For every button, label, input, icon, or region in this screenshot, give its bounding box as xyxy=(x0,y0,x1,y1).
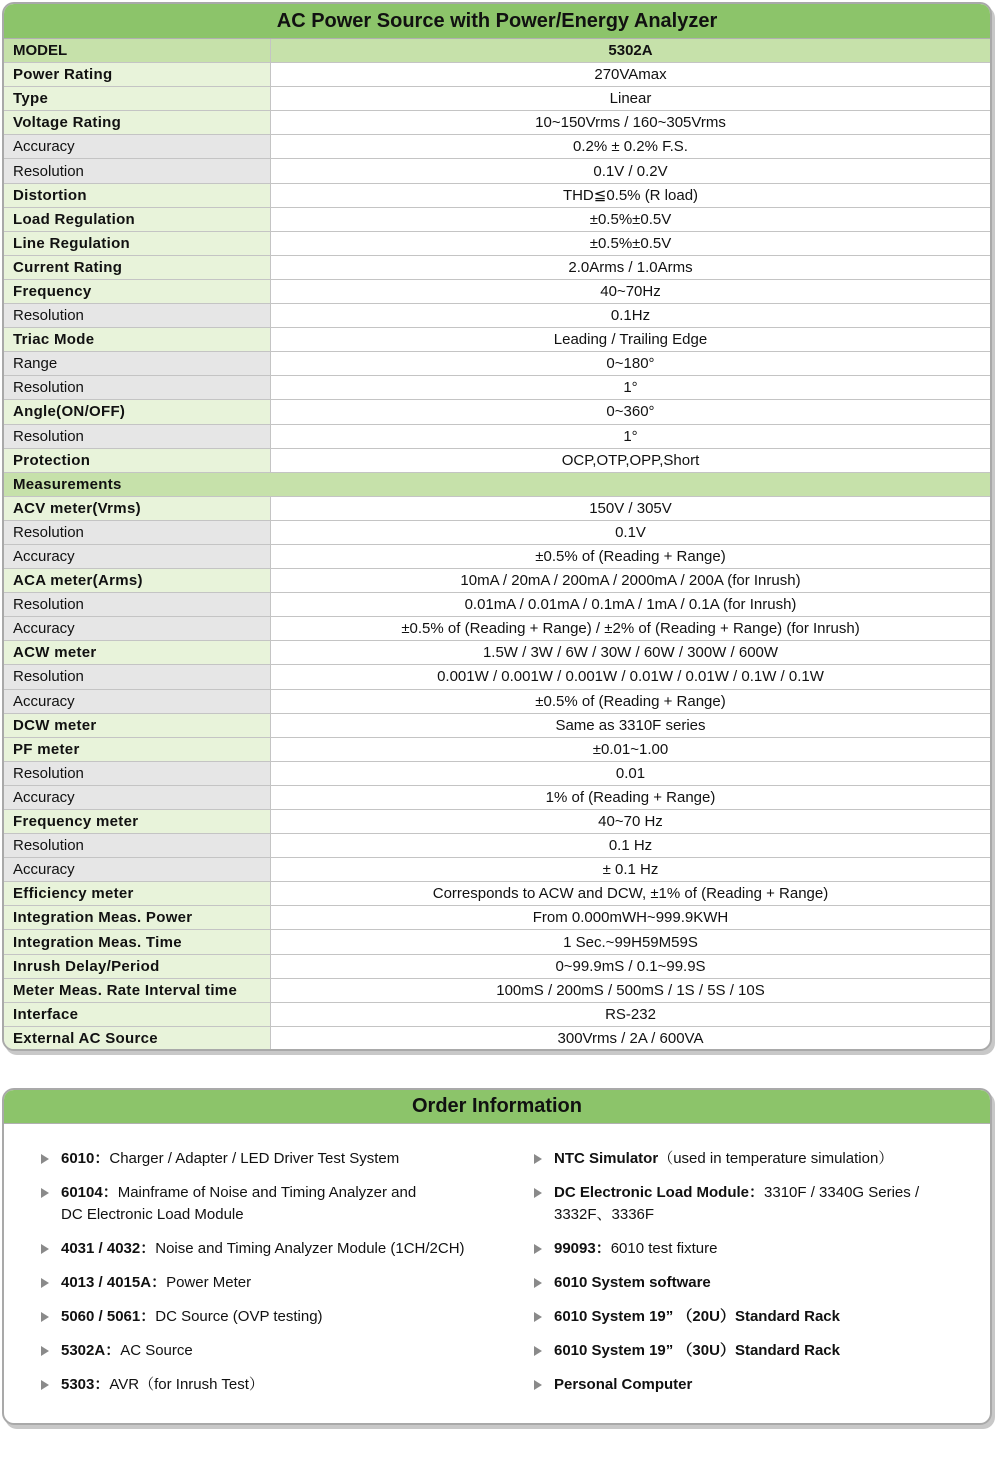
spec-row xyxy=(4,882,990,906)
spec-label: Line Regulation xyxy=(4,231,271,255)
spec-value: 0.1Hz xyxy=(271,304,991,328)
spec-value: 5302A xyxy=(271,39,991,63)
order-item-code: 6010 System 19” （20U）Standard Rack xyxy=(554,1308,840,1325)
spec-row xyxy=(4,448,990,472)
triangle-bullet-icon xyxy=(41,1346,49,1356)
spec-panel xyxy=(2,2,992,1051)
order-item-code: 5060 / 5061： xyxy=(61,1308,156,1325)
order-item xyxy=(532,1238,972,1260)
order-column-left xyxy=(39,1148,509,1408)
spec-title: AC Power Source with Power/Energy Analyzer xyxy=(4,4,990,39)
spec-label: External AC Source xyxy=(4,1026,271,1050)
spec-label: Frequency xyxy=(4,279,271,303)
triangle-bullet-icon xyxy=(41,1154,49,1164)
order-item-code: 4013 / 4015A： xyxy=(61,1274,167,1291)
spec-row xyxy=(4,183,990,207)
spec-label: MODEL xyxy=(4,39,271,63)
triangle-bullet-icon xyxy=(41,1380,49,1390)
spec-value: 0.2% ± 0.2% F.S. xyxy=(271,135,991,159)
order-item xyxy=(39,1272,509,1294)
spec-row xyxy=(4,544,990,568)
spec-label: Accuracy xyxy=(4,544,271,568)
spec-value: ±0.5% of (Reading + Range) xyxy=(271,689,991,713)
order-item-code: DC Electronic Load Module： xyxy=(554,1184,765,1201)
order-item-description-line2: DC Electronic Load Module xyxy=(61,1206,244,1223)
spec-label: ACV meter(Vrms) xyxy=(4,496,271,520)
spec-label: Accuracy xyxy=(4,617,271,641)
spec-label: Integration Meas. Time xyxy=(4,930,271,954)
spec-label: Resolution xyxy=(4,376,271,400)
spec-label: Accuracy xyxy=(4,135,271,159)
spec-label: Interface xyxy=(4,1002,271,1026)
spec-row xyxy=(4,63,990,87)
spec-row xyxy=(4,87,990,111)
spec-row xyxy=(4,400,990,424)
spec-value: 1° xyxy=(271,424,991,448)
spec-row xyxy=(4,906,990,930)
spec-row xyxy=(4,111,990,135)
spec-label: Resolution xyxy=(4,834,271,858)
spec-label: Accuracy xyxy=(4,858,271,882)
order-item xyxy=(39,1306,509,1328)
spec-value: ±0.5% of (Reading + Range) / ±2% of (Reading + Range) (for Inrush) xyxy=(271,617,991,641)
spec-row xyxy=(4,135,990,159)
section-label: Measurements xyxy=(4,472,990,496)
spec-value: 0.01mA / 0.01mA / 0.1mA / 1mA / 0.1A (for Inrush) xyxy=(271,593,991,617)
spec-label: Frequency meter xyxy=(4,810,271,834)
order-item-code: 5303： xyxy=(61,1376,110,1393)
spec-row xyxy=(4,159,990,183)
order-panel xyxy=(2,1088,992,1425)
spec-row xyxy=(4,1026,990,1050)
spec-value: 300Vrms / 2A / 600VA xyxy=(557,1029,704,1047)
order-item-code: 4031 / 4032： xyxy=(61,1240,156,1257)
order-item-description: 3310F / 3340G Series / xyxy=(764,1184,920,1201)
spec-row xyxy=(4,978,990,1002)
spec-row xyxy=(4,376,990,400)
spec-label: Range xyxy=(4,352,271,376)
spec-label: Integration Meas. Power xyxy=(4,906,271,930)
spec-row xyxy=(4,617,990,641)
spec-label: Resolution xyxy=(4,593,271,617)
order-item xyxy=(532,1272,972,1294)
spec-value: 0~360° xyxy=(271,400,991,424)
spec-label: Current Rating xyxy=(4,255,271,279)
spec-row xyxy=(4,834,990,858)
spec-value: 0.1V / 0.2V xyxy=(271,159,991,183)
spec-row xyxy=(4,520,990,544)
spec-label: Triac Mode xyxy=(4,328,271,352)
spec-value: 0.1 Hz xyxy=(271,834,991,858)
spec-value: Corresponds to ACW and DCW, ±1% of (Reading + Range) xyxy=(271,882,991,906)
order-item xyxy=(39,1340,509,1362)
order-title: Order Information xyxy=(4,1090,990,1124)
spec-row xyxy=(4,593,990,617)
order-item xyxy=(39,1182,509,1226)
triangle-bullet-icon xyxy=(41,1244,49,1254)
triangle-bullet-icon xyxy=(534,1380,542,1390)
spec-label: Inrush Delay/Period xyxy=(4,954,271,978)
spec-label: Power Rating xyxy=(4,63,271,87)
triangle-bullet-icon xyxy=(534,1244,542,1254)
order-item-description: AVR（for Inrush Test） xyxy=(109,1376,264,1393)
triangle-bullet-icon xyxy=(41,1188,49,1198)
order-item xyxy=(532,1148,972,1170)
order-item xyxy=(532,1306,972,1328)
spec-label: DCW meter xyxy=(4,713,271,737)
spec-row xyxy=(4,761,990,785)
spec-row xyxy=(4,858,990,882)
order-item xyxy=(39,1148,509,1170)
order-item-description: Charger / Adapter / LED Driver Test System xyxy=(109,1150,400,1167)
spec-value: THD≦0.5% (R load) xyxy=(271,183,991,207)
spec-row xyxy=(4,255,990,279)
spec-row xyxy=(4,328,990,352)
order-item-description: Noise and Timing Analyzer Module (1CH/2CH) xyxy=(155,1240,465,1257)
triangle-bullet-icon xyxy=(534,1278,542,1288)
spec-row xyxy=(4,810,990,834)
spec-label: Resolution xyxy=(4,665,271,689)
spec-value: Leading / Trailing Edge xyxy=(271,328,991,352)
spec-label: ACW meter xyxy=(4,641,271,665)
section-header-row xyxy=(4,472,990,496)
spec-label: Resolution xyxy=(4,304,271,328)
spec-value: 40~70 Hz xyxy=(271,810,991,834)
spec-value: 0.1V xyxy=(271,520,991,544)
spec-value: Same as 3310F series xyxy=(271,713,991,737)
spec-value: 1% of (Reading + Range) xyxy=(271,785,991,809)
order-item-code: 5302A： xyxy=(61,1342,121,1359)
triangle-bullet-icon xyxy=(41,1312,49,1322)
spec-value: RS-232 xyxy=(271,1002,991,1026)
spec-value: 10mA / 20mA / 200mA / 2000mA / 200A (for Inrush) xyxy=(271,569,991,593)
order-column-right xyxy=(532,1148,972,1408)
order-item-description-line2: 3332F、3336F xyxy=(554,1206,655,1223)
spec-row xyxy=(4,665,990,689)
order-item xyxy=(39,1374,509,1396)
spec-label: Accuracy xyxy=(4,785,271,809)
spec-label: Meter Meas. Rate Interval time xyxy=(4,978,271,1002)
order-item-description: 6010 test fixture xyxy=(610,1240,718,1257)
spec-row xyxy=(4,424,990,448)
triangle-bullet-icon xyxy=(41,1278,49,1288)
spec-table xyxy=(4,39,990,1050)
order-item xyxy=(532,1182,972,1226)
spec-label: Accuracy xyxy=(4,689,271,713)
spec-value: 0~99.9mS / 0.1~99.9S xyxy=(271,954,991,978)
spec-row xyxy=(4,785,990,809)
spec-value: Linear xyxy=(271,87,991,111)
spec-value: 40~70Hz xyxy=(271,279,991,303)
spec-row xyxy=(4,954,990,978)
spec-value: From 0.000mWH~999.9KWH xyxy=(271,906,991,930)
spec-row xyxy=(4,930,990,954)
order-item-code: 6010 System software xyxy=(554,1274,711,1291)
spec-value: ±0.5% of (Reading + Range) xyxy=(271,544,991,568)
spec-label: Type xyxy=(4,87,271,111)
spec-row xyxy=(4,689,990,713)
order-item-description: AC Source xyxy=(120,1342,193,1359)
spec-label: PF meter xyxy=(4,737,271,761)
spec-label: Efficiency meter xyxy=(4,882,271,906)
model-row xyxy=(4,39,990,63)
order-item xyxy=(532,1340,972,1362)
spec-value: OCP,OTP,OPP,Short xyxy=(271,448,991,472)
spec-row xyxy=(4,231,990,255)
order-item-code: 99093： xyxy=(554,1240,611,1257)
spec-row xyxy=(4,569,990,593)
spec-value: 0.001W / 0.001W / 0.001W / 0.01W / 0.01W / 0.1W / 0.1W xyxy=(271,665,991,689)
spec-value: 0.01 xyxy=(271,761,991,785)
order-item-code: 6010 System 19” （30U）Standard Rack xyxy=(554,1342,840,1359)
spec-label: Distortion xyxy=(4,183,271,207)
spec-label: Voltage Rating xyxy=(4,111,271,135)
spec-label: Load Regulation xyxy=(4,207,271,231)
order-item-code: 6010： xyxy=(61,1150,110,1167)
spec-value: ± 0.1 Hz xyxy=(271,858,991,882)
spec-row xyxy=(4,1002,990,1026)
triangle-bullet-icon xyxy=(534,1312,542,1322)
spec-row xyxy=(4,207,990,231)
spec-label: Resolution xyxy=(4,761,271,785)
spec-row xyxy=(4,737,990,761)
spec-label: Resolution xyxy=(4,159,271,183)
spec-table-body xyxy=(4,39,990,1050)
order-item-code: Personal Computer xyxy=(554,1376,693,1393)
spec-row xyxy=(4,279,990,303)
order-item xyxy=(532,1374,972,1396)
spec-row xyxy=(4,713,990,737)
spec-value: 2.0Arms / 1.0Arms xyxy=(271,255,991,279)
spec-value: 10~150Vrms / 160~305Vrms xyxy=(271,111,991,135)
order-item-code: NTC Simulator xyxy=(554,1150,659,1167)
spec-value: 270VAmax xyxy=(271,63,991,87)
order-item-code: 60104： xyxy=(61,1184,118,1201)
spec-row xyxy=(4,496,990,520)
spec-label: Resolution xyxy=(4,520,271,544)
order-item xyxy=(39,1238,509,1260)
spec-row xyxy=(4,641,990,665)
spec-value: ±0.01~1.00 xyxy=(271,737,991,761)
spec-value: ±0.5%±0.5V xyxy=(271,231,991,255)
order-item-description: Power Meter xyxy=(166,1274,252,1291)
spec-row xyxy=(4,304,990,328)
order-item-description: Mainframe of Noise and Timing Analyzer and xyxy=(117,1184,417,1201)
spec-value: 1.5W / 3W / 6W / 30W / 60W / 300W / 600W xyxy=(271,641,991,665)
spec-value: 0~180° xyxy=(271,352,991,376)
spec-value: 1° xyxy=(271,376,991,400)
spec-value: ±0.5%±0.5V xyxy=(271,207,991,231)
spec-label: ACA meter(Arms) xyxy=(4,569,271,593)
spec-value: 100mS / 200mS / 500mS / 1S / 5S / 10S xyxy=(271,978,991,1002)
order-item-description: （used in temperature simulation） xyxy=(658,1150,894,1167)
spec-label: Angle(ON/OFF) xyxy=(4,400,271,424)
triangle-bullet-icon xyxy=(534,1154,542,1164)
order-item-description: DC Source (OVP testing) xyxy=(155,1308,323,1325)
spec-label: Protection xyxy=(4,448,271,472)
spec-value: 150V / 305V xyxy=(271,496,991,520)
spec-row xyxy=(4,352,990,376)
spec-label: Resolution xyxy=(4,424,271,448)
spec-value: 1 Sec.~99H59M59S xyxy=(271,930,991,954)
triangle-bullet-icon xyxy=(534,1188,542,1198)
triangle-bullet-icon xyxy=(534,1346,542,1356)
